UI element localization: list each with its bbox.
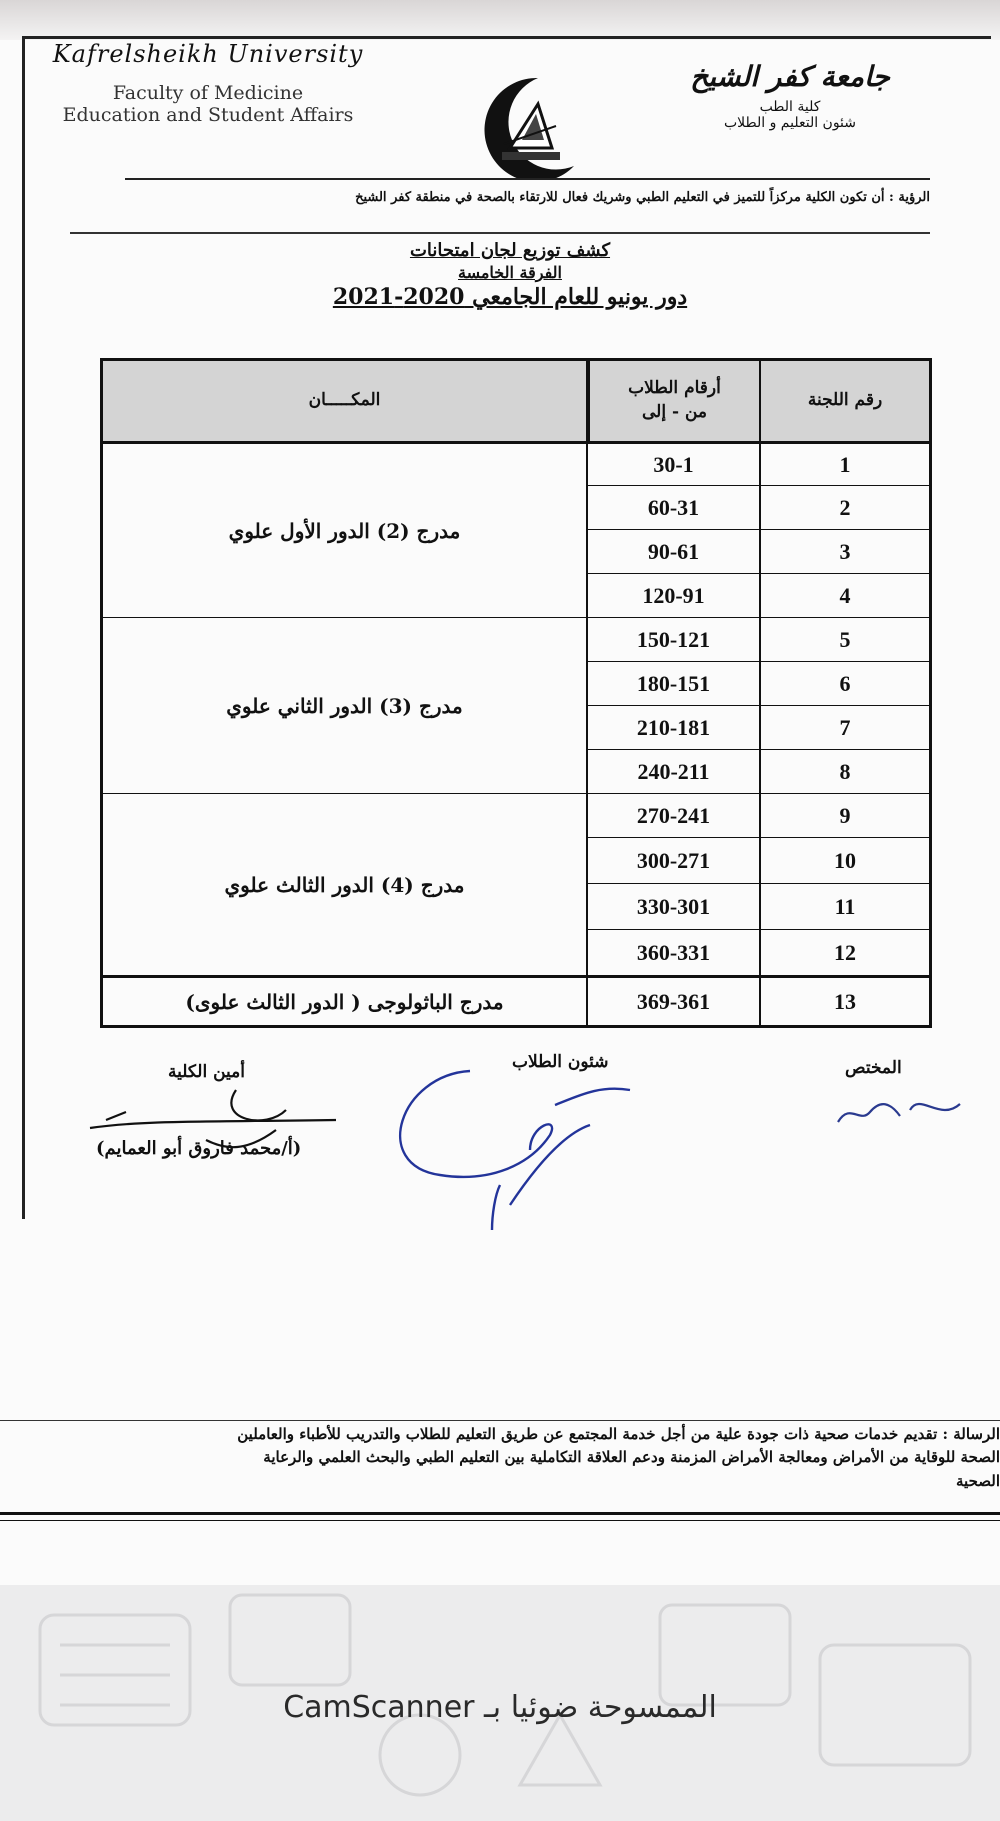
camscanner-watermark: الممسوحة ضوئيا بـ CamScanner <box>283 1690 717 1725</box>
student-range: 180-151 <box>588 661 761 705</box>
mission-bottom-line-thin <box>0 1520 1000 1521</box>
vision-statement: الرؤية : أن تكون الكلية مركزاً للتميز في التعليم الطبي وشريك فعال للارتقاء بالصحة في منطقة كفر الشيخ <box>355 190 930 205</box>
student-range: 369-361 <box>588 975 761 1025</box>
committee-no: 4 <box>761 573 929 617</box>
committee-no: 2 <box>761 485 929 529</box>
secretary-name: (أ/محمد فاروق أبو العمايم) <box>96 1138 302 1159</box>
student-range: 210-181 <box>588 705 761 749</box>
faculty-crescent-logo <box>452 70 592 180</box>
student-range: 300-271 <box>588 837 761 883</box>
student-range: 90-61 <box>588 529 761 573</box>
committee-no: 13 <box>761 975 929 1025</box>
specialist-label: المختص <box>845 1058 902 1078</box>
mission-statement <box>20 1423 1000 1493</box>
student-affairs-signature <box>380 1055 640 1235</box>
committee-no: 6 <box>761 661 929 705</box>
student-range: 270-241 <box>588 793 761 837</box>
student-range: 360-331 <box>588 929 761 975</box>
committee-no: 11 <box>761 883 929 929</box>
student-range: 60-31 <box>588 485 761 529</box>
header-from-to: من - إلى <box>642 402 708 422</box>
department-name-ar: شئون التعليم و الطلاب <box>723 115 857 131</box>
student-range: 30-1 <box>588 441 761 485</box>
student-affairs-label: شئون الطلاب <box>512 1052 609 1072</box>
university-name-ar: جامعة كفر الشيخ <box>690 60 890 93</box>
student-range: 120-91 <box>588 573 761 617</box>
header-student-numbers <box>588 361 761 441</box>
document-titles <box>300 240 720 310</box>
location-cell: مدرج (4) الدور الثالث علوي <box>103 793 588 975</box>
header-place: المكـــــان <box>103 361 588 441</box>
committee-no: 10 <box>761 837 929 883</box>
committee-no: 3 <box>761 529 929 573</box>
committee-no: 8 <box>761 749 929 793</box>
mission-line: الصحية <box>956 1471 1000 1490</box>
location-cell: مدرج الباثولوجى ( الدور الثالث علوى) <box>103 975 588 1025</box>
vision-divider <box>70 232 930 234</box>
faculty-secretary-label: أمين الكلية <box>168 1062 245 1082</box>
committee-no: 7 <box>761 705 929 749</box>
title-distribution: كشف توزيع لجان امتحانات <box>409 240 611 261</box>
location-cell: مدرج (2) الدور الأول علوي <box>103 441 588 617</box>
university-name-en: Kafrelsheikh University <box>52 40 364 68</box>
committee-no: 5 <box>761 617 929 661</box>
department-name-en: Education and Student Affairs <box>62 104 354 126</box>
scan-shadow <box>0 0 1000 40</box>
title-session: دور يونيو للعام الجامعي 2020-2021 <box>332 284 688 310</box>
committee-no: 9 <box>761 793 929 837</box>
committees-table <box>100 358 932 1028</box>
title-year-level: الفرقة الخامسة <box>458 263 562 282</box>
specialist-signature <box>830 1082 970 1132</box>
faculty-name-en: Faculty of Medicine <box>112 82 304 104</box>
committee-no: 1 <box>761 441 929 485</box>
mission-bottom-line <box>0 1512 1000 1515</box>
header-student-numbers-label: أرقام الطلاب <box>628 378 721 399</box>
faculty-secretary-signature <box>86 1060 346 1160</box>
location-cell: مدرج (3) الدور الثاني علوي <box>103 617 588 793</box>
student-range: 150-121 <box>588 617 761 661</box>
header-arabic <box>640 60 940 131</box>
header-english <box>28 40 388 126</box>
student-range: 240-211 <box>588 749 761 793</box>
student-range: 330-301 <box>588 883 761 929</box>
faculty-name-ar: كلية الطب <box>759 99 821 115</box>
header-committee-no: رقم اللجنة <box>761 361 929 441</box>
header-divider <box>125 178 930 180</box>
mission-line: الصحة للوقاية من الأمراض ومعالجة الأمراض المزمنة ودعم العلاقة التكاملية بين التعليم الطبي والبحث العلمي والرعاية <box>263 1448 1000 1467</box>
committee-no: 12 <box>761 929 929 975</box>
mission-top-line <box>0 1420 1000 1421</box>
mission-line: الرسالة : تقديم خدمات صحية ذات جودة علية من أجل خدمة المجتمع عن طريق التعليم للطلاب والتدريب للأطباء والعاملين <box>237 1425 1000 1443</box>
